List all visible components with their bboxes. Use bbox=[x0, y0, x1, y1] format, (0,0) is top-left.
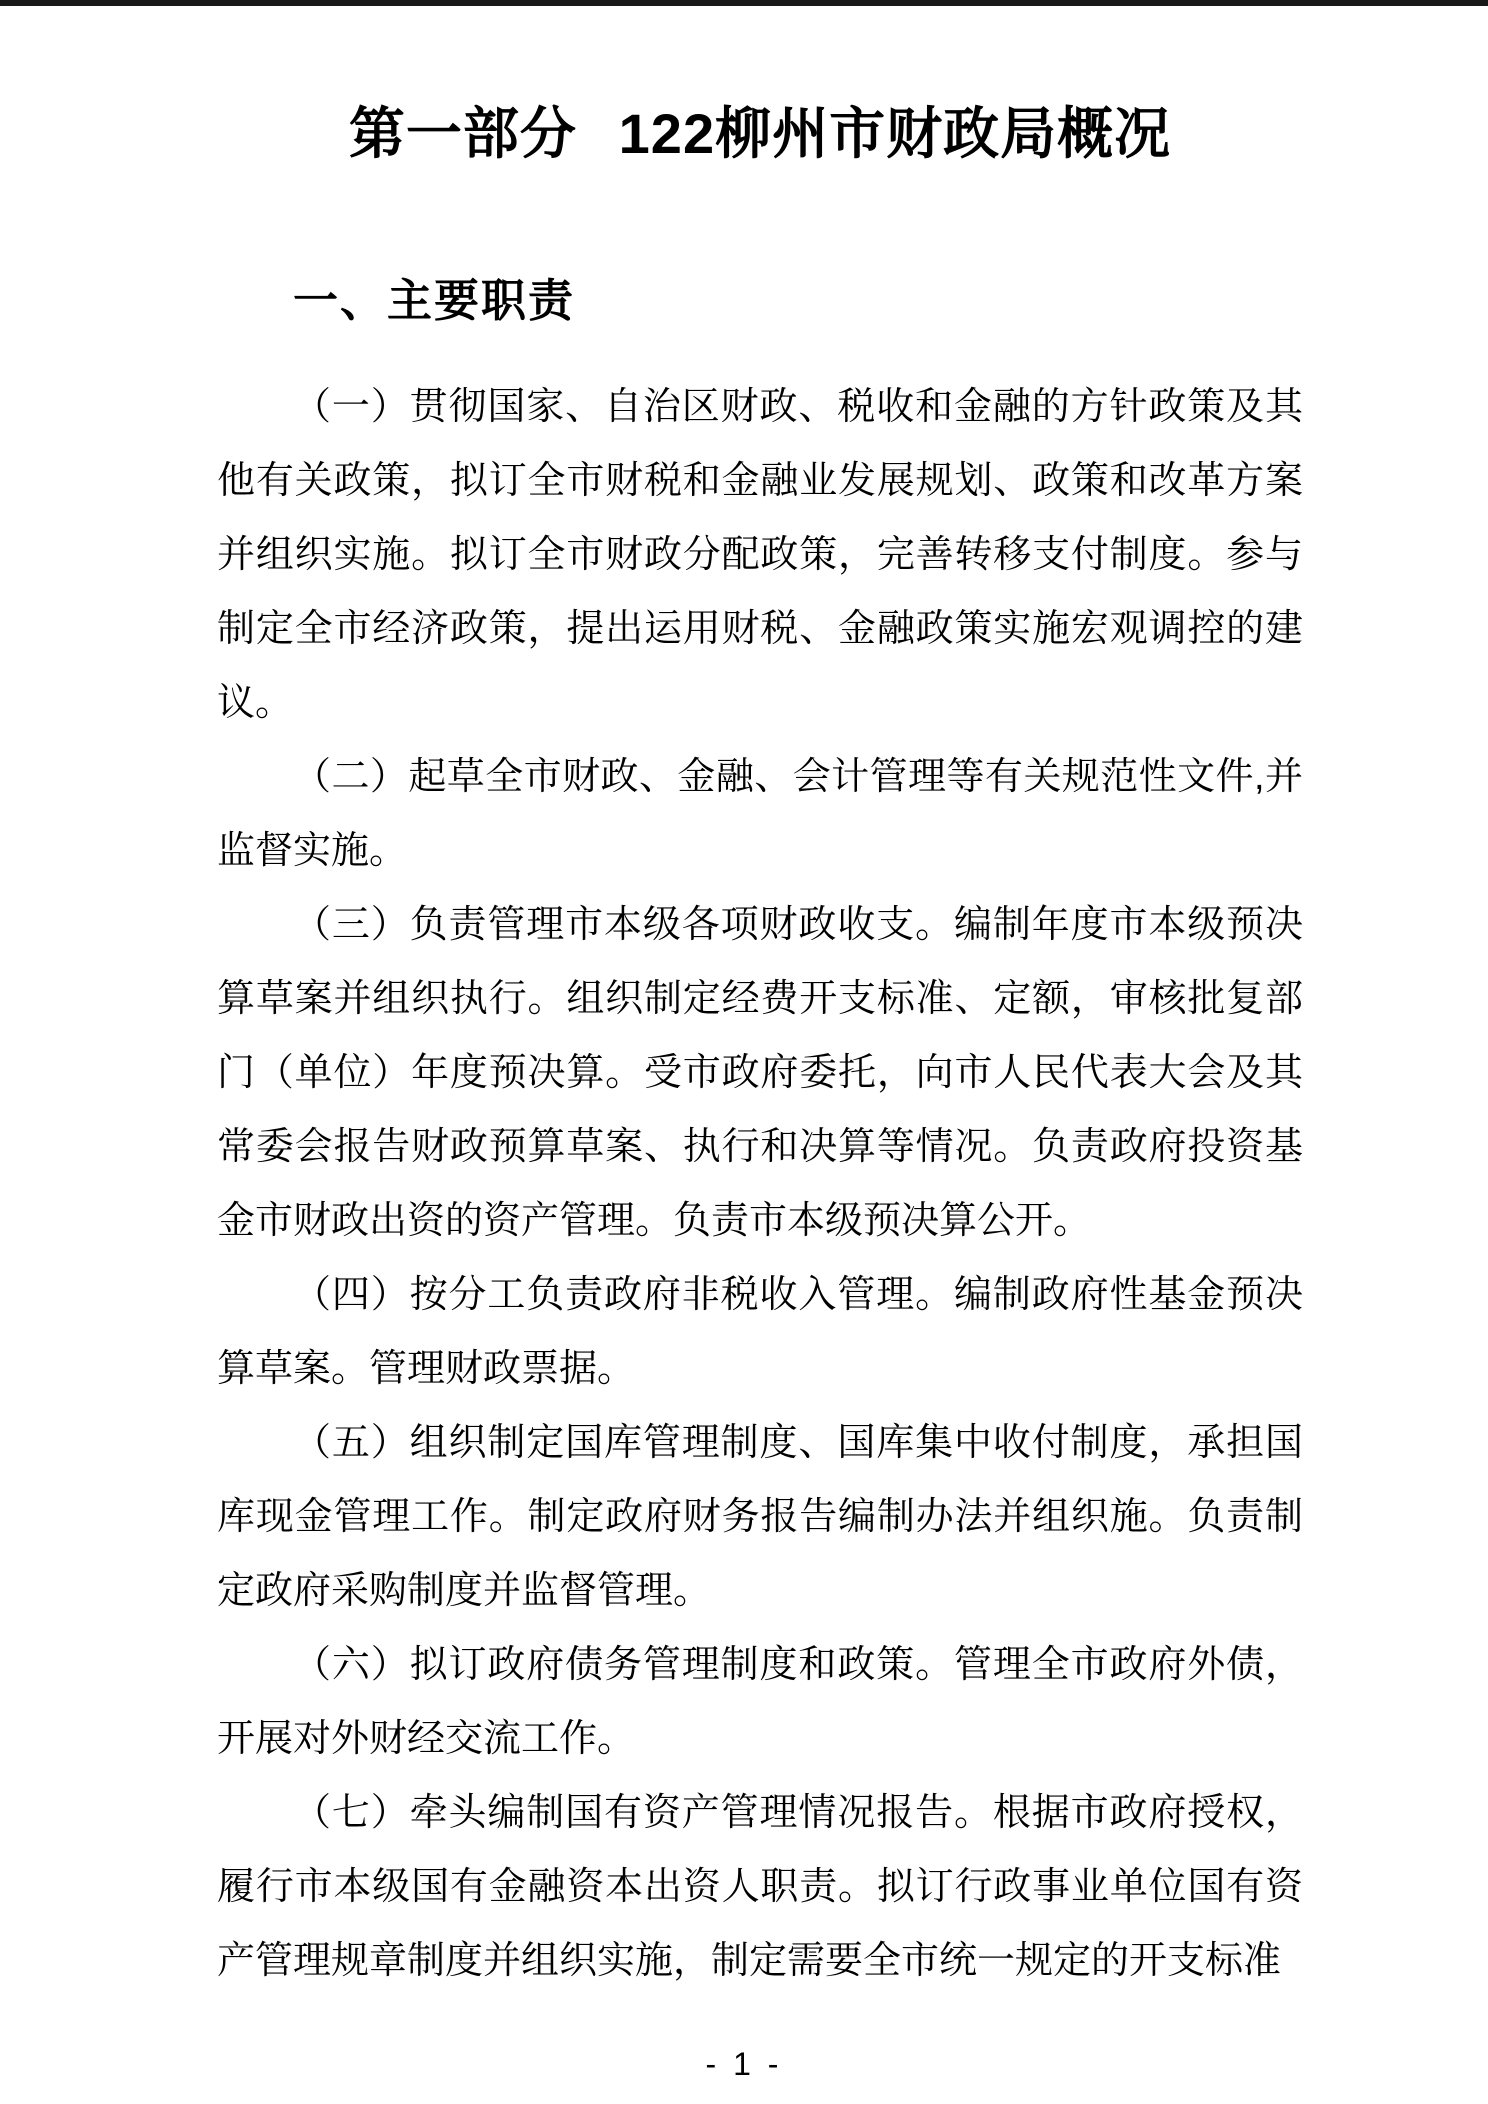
paragraph-line: 常委会报告财政预算草案、执行和决算等情况。负责政府投资基 bbox=[217, 1126, 1303, 1168]
paragraph-line: （二）起草全市财政、金融、会计管理等有关规范性文件,并 bbox=[293, 756, 1303, 798]
paragraph-line: （四）按分工负责政府非税收入管理。编制政府性基金预决 bbox=[293, 1274, 1303, 1316]
page-top-edge-bar bbox=[0, 0, 1488, 6]
paragraph-line: （五）组织制定国库管理制度、国库集中收付制度，承担国 bbox=[293, 1422, 1303, 1464]
page-number: - 1 - bbox=[705, 2046, 783, 2082]
paragraph-line: 门（单位）年度预决算。受市政府委托，向市人民代表大会及其 bbox=[217, 1052, 1303, 1094]
paragraph-line: （一）贯彻国家、自治区财政、税收和金融的方针政策及其 bbox=[293, 386, 1303, 428]
paragraph-line: 履行市本级国有金融资本出资人职责。拟订行政事业单位国有资 bbox=[217, 1866, 1303, 1908]
paragraph-line: （七）牵头编制国有资产管理情况报告。根据市政府授权， bbox=[293, 1792, 1303, 1834]
paragraph-line: 金市财政出资的资产管理。负责市本级预决算公开。 bbox=[217, 1200, 1092, 1242]
section-heading: 一、主要职责 bbox=[293, 275, 576, 326]
paragraph-line: 算草案并组织执行。组织制定经费开支标准、定额，审核批复部 bbox=[217, 978, 1303, 1020]
paragraph-line: 库现金管理工作。制定政府财务报告编制办法并组织施。负责制 bbox=[217, 1496, 1303, 1538]
document-content bbox=[217, 96, 1303, 1998]
paragraph-line: 定政府采购制度并监督管理。 bbox=[217, 1570, 712, 1612]
paragraph-line: 算草案。管理财政票据。 bbox=[217, 1348, 636, 1390]
paragraph-line: 开展对外财经交流工作。 bbox=[217, 1718, 636, 1760]
paragraph-line: 监督实施。 bbox=[217, 830, 408, 872]
paragraph-line: 议。 bbox=[217, 682, 294, 724]
paragraph-line: 他有关政策，拟订全市财税和金融业发展规划、政策和改革方案 bbox=[217, 460, 1303, 502]
document-body bbox=[217, 370, 1303, 1998]
paragraph-line: （六）拟订政府债务管理制度和政策。管理全市政府外债， bbox=[293, 1644, 1303, 1686]
paragraph-line: 并组织实施。拟订全市财政分配政策，完善转移支付制度。参与 bbox=[217, 534, 1303, 576]
paragraph-line: 产管理规章制度并组织实施，制定需要全市统一规定的开支标准 bbox=[217, 1940, 1282, 1982]
paragraph-line: 制定全市经济政策，提出运用财税、金融政策实施宏观调控的建 bbox=[217, 608, 1303, 650]
paragraph-line: （三）负责管理市本级各项财政收支。编制年度市本级预决 bbox=[293, 904, 1303, 946]
document-title: 第一部分 122柳州市财政局概况 bbox=[348, 102, 1172, 165]
